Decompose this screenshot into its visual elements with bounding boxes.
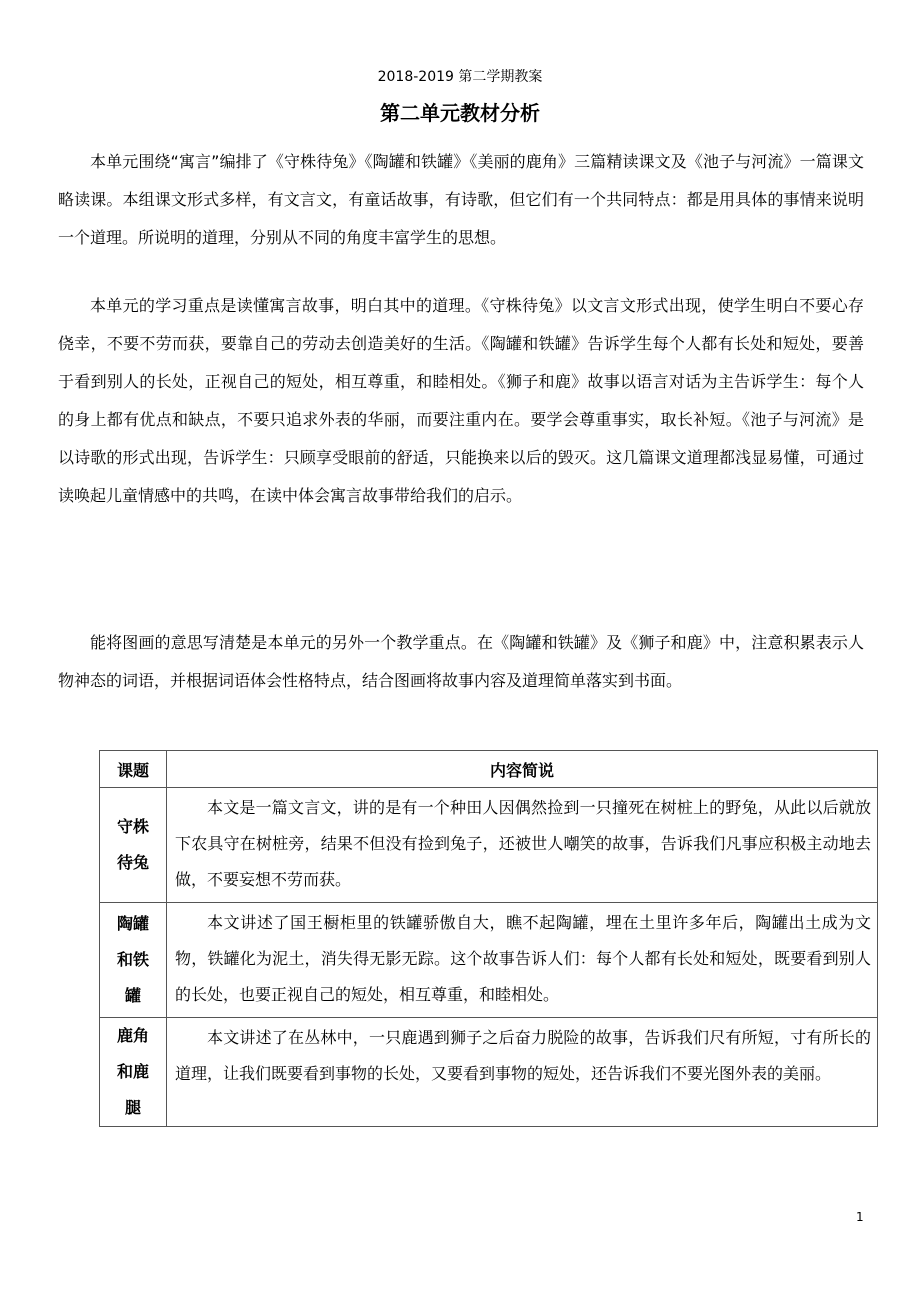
paragraph-intro: 本单元围绕“寓言”编排了《守株待兔》《陶罐和铁罐》《美丽的鹿角》三篇精读课文及《池子与河流》一篇课文略读课。本组课文形式多样，有文言文，有童话故事，有诗歌，但它们有一个共同特点：都是用具体的事情来说明一个道理。所说明的道理，分别从不同的角度丰富学生的思想。: [58, 152, 864, 247]
topic-text: 守株待兔: [116, 817, 149, 872]
table-row: [100, 788, 878, 903]
page-number: 1: [856, 1210, 864, 1224]
paragraph-writing: 能将图画的意思写清楚是本单元的另外一个教学重点。在《陶罐和铁罐》及《狮子和鹿》中，注意积累表示人物神态的词语，并根据词语体会性格特点，结合图画将故事内容及道理简单落实到书面。: [58, 633, 864, 690]
page-header: 2018-2019 第二学期教案: [377, 69, 543, 85]
topic-text: 陶罐和铁罐: [116, 914, 149, 1005]
row-topic: [100, 788, 167, 903]
paragraph-focus: 本单元的学习重点是读懂寓言故事，明白其中的道理。《守株待兔》以文言文形式出现，使学生明白不要心存侥幸，不要不劳而获，要靠自己的劳动去创造美好的生活。《陶罐和铁罐》告诉学生每个人都有长处和短处，要善于看到别人的长处，正视自己的短处，相互尊重，和睦相处。《狮子和鹿》故事以语言对话为主告诉学生：每个人的身上都有优点和缺点，不要只追求外表的华丽，而要注重内在。要学会尊重事实，取长补短。《池子与河流》是以诗歌的形式出现，告诉学生：只顾享受眼前的舒适，只能换来以后的毁灭。这几篇课文道理都浅显易懂，可通过读唤起儿童情感中的共鸣，在读中体会寓言故事带给我们的启示。: [58, 296, 864, 505]
row-topic: [100, 903, 167, 1018]
page-title: 第二单元教材分析: [380, 101, 540, 125]
row-description: 本文讲述了在丛林中，一只鹿遇到狮子之后奋力脱险的故事，告诉我们尺有所短，寸有所长的道理，让我们既要看到事物的长处，又要看到事物的短处，还告诉我们不要光图外表的美丽。: [167, 1018, 878, 1127]
topic-text: 鹿角和鹿腿: [116, 1026, 149, 1117]
table-row: [100, 903, 878, 1018]
row-description: 本文讲述了国王橱柜里的铁罐骄傲自大，瞧不起陶罐，埋在土里许多年后，陶罐出土成为文物，铁罐化为泥土，消失得无影无踪。这个故事告诉人们：每个人都有长处和短处，既要看到别人的长处，也要正视自己的短处，相互尊重，和睦相处。: [167, 903, 878, 1018]
header-summary: 内容简说: [167, 751, 878, 788]
table-header-row: [100, 751, 878, 788]
header-topic: 课题: [100, 751, 167, 788]
table-row: [100, 1018, 878, 1127]
row-description: 本文是一篇文言文，讲的是有一个种田人因偶然捡到一只撞死在树桩上的野兔，从此以后就放下农具守在树桩旁，结果不但没有捡到兔子，还被世人嘲笑的故事，告诉我们凡事应积极主动地去做，不要妄想不劳而获。: [167, 788, 878, 903]
lesson-table: [99, 750, 878, 1127]
row-topic: [100, 1018, 167, 1127]
